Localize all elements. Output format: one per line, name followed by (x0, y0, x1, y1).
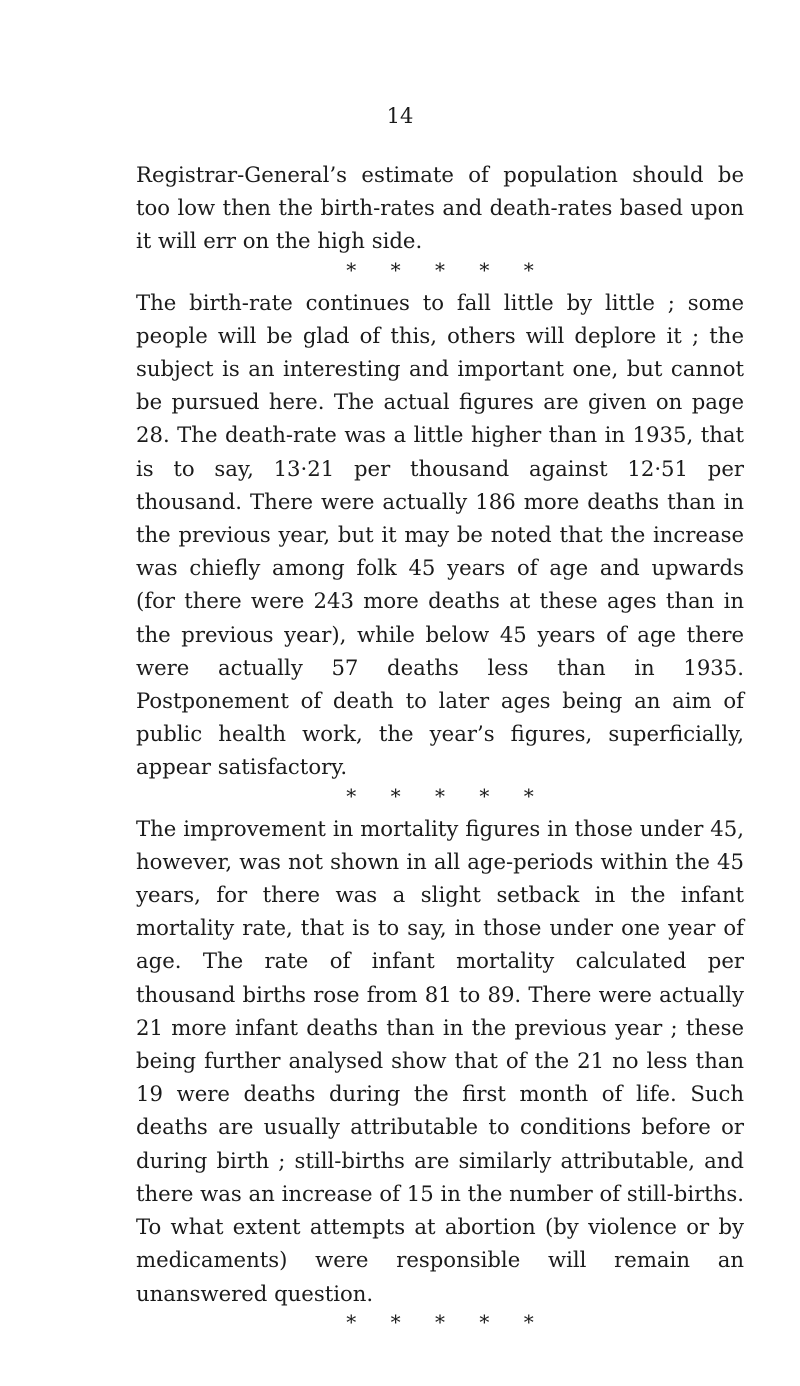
paragraph-2: The birth-rate continues to fall little by little ; some people will be glad of this, others will deplore it ; the subject is an interesting and important one, but cannot be pursued here. The actual figures are given on page 28. The death-rate was a little higher than in 1935, that is to say, 13·21 per thousand against 12·51 per thousand. There were actually 186 more deaths than in the previous year, but it may be noted that the increase was chiefly among folk 45 years of age and upwards (for there were 243 more deaths at these ages than in the previous year), while below 45 years of age there were actually 57 deaths less than in 1935. Postponement of death to later ages being an aim of public health work, the year’s figures, superficially, appear satisfactory. (136, 289, 744, 780)
body-text (136, 158, 744, 1338)
paragraph-1: Registrar-General’s estimate of population should be too low then the birth-rates and death-rates based upon it will err on the high side. (136, 162, 744, 254)
section-separator-2: * * * * * (346, 783, 548, 808)
page-number: 14 (386, 104, 414, 128)
section-separator-3: * * * * * (346, 1309, 548, 1334)
paragraph-3: The improvement in mortality figures in those under 45, however, was not shown in all age-periods within the 45 years, for there was a slight setback in the infant mortality rate, that is to say, in those under one year of age. The rate of infant mortality calculated per thousand births rose from 81 to 89. There were actually 21 more infant deaths than in the previous year ; these being further analysed show that of the 21 no less than 19 were deaths during the first month of life. Such deaths are usually attributable to conditions before or during birth ; still-births are similarly attributable, and there was an increase of 15 in the number of still-births. To what extent attempts at abortion (by violence or by medicaments) were responsible will remain an unanswered question. (136, 815, 744, 1306)
section-separator-1: * * * * * (346, 257, 548, 282)
